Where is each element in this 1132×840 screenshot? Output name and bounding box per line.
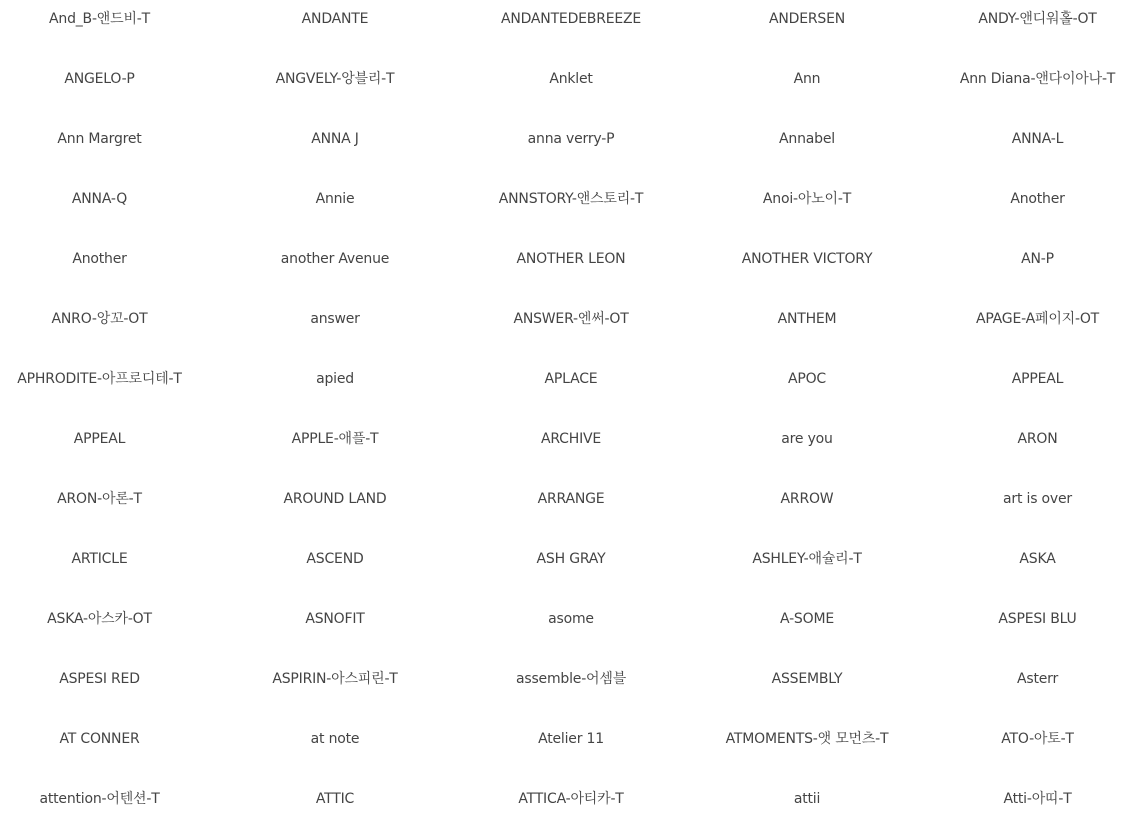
list-item: [471, 780, 671, 840]
list-item: [943, 0, 1132, 60]
list-item: [199, 180, 471, 240]
brand-link[interactable]: APPEAL: [1011, 371, 1064, 387]
brand-link[interactable]: A-SOME: [780, 611, 834, 627]
brand-link[interactable]: ASHLEY-애슐리-T: [752, 551, 862, 567]
brand-link[interactable]: ASKA: [1019, 551, 1056, 567]
brand-link[interactable]: ANDY-앤디워홀-OT: [978, 11, 1097, 27]
list-item: [671, 660, 943, 720]
brand-link[interactable]: anna verry-P: [527, 131, 615, 147]
brand-link[interactable]: asome: [548, 611, 594, 627]
list-item: [0, 780, 199, 840]
list-item: [0, 180, 199, 240]
brand-link[interactable]: ANOTHER VICTORY: [741, 251, 873, 267]
list-item: [471, 360, 671, 420]
brand-link[interactable]: ANNA-Q: [71, 191, 128, 207]
brand-link[interactable]: ATTICA-아티카-T: [518, 791, 624, 807]
brand-link[interactable]: APHRODITE-아프로디테-T: [17, 371, 182, 387]
brand-link[interactable]: ANTHEM: [777, 311, 837, 327]
brand-link[interactable]: Atelier 11: [538, 731, 604, 747]
brand-link[interactable]: answer: [310, 311, 360, 327]
list-item: [0, 360, 199, 420]
brand-link[interactable]: ANSWER-엔써-OT: [513, 311, 629, 327]
list-item: [471, 540, 671, 600]
brand-link[interactable]: ANDANTE: [301, 11, 369, 27]
list-item: [0, 660, 199, 720]
brand-link[interactable]: ARRANGE: [537, 491, 605, 507]
list-item: [0, 540, 199, 600]
brand-link[interactable]: ATTIC: [315, 791, 355, 807]
list-item: [199, 0, 471, 60]
list-item: [671, 240, 943, 300]
brand-link[interactable]: attii: [793, 791, 821, 807]
list-item: [943, 240, 1132, 300]
brand-link[interactable]: AT CONNER: [59, 731, 140, 747]
list-item: [471, 0, 671, 60]
list-item: [471, 660, 671, 720]
brand-link[interactable]: at note: [310, 731, 360, 747]
brand-link[interactable]: ANNSTORY-앤스토리-T: [498, 191, 644, 207]
list-item: [199, 540, 471, 600]
list-item: [0, 60, 199, 120]
brand-link[interactable]: ANGELO-P: [64, 71, 135, 87]
list-item: [471, 480, 671, 540]
brand-link[interactable]: Anoi-아노이-T: [762, 191, 852, 207]
list-item: [471, 420, 671, 480]
brand-link[interactable]: APPLE-애플-T: [291, 431, 379, 447]
list-item: [0, 420, 199, 480]
brand-link[interactable]: are you: [781, 431, 833, 447]
brand-link[interactable]: APPEAL: [73, 431, 126, 447]
list-item: [199, 360, 471, 420]
list-item: [199, 240, 471, 300]
brand-link[interactable]: apied: [316, 371, 354, 387]
list-item: [199, 660, 471, 720]
list-item: [471, 240, 671, 300]
list-item: [943, 780, 1132, 840]
list-item: [0, 720, 199, 780]
list-item: [943, 480, 1132, 540]
brand-link[interactable]: ANRO-앙꼬-OT: [51, 311, 148, 327]
list-item: [671, 360, 943, 420]
list-item: [671, 600, 943, 660]
brand-link[interactable]: ARON-아론-T: [57, 491, 142, 507]
list-item: [199, 480, 471, 540]
list-item: [671, 120, 943, 180]
brand-link[interactable]: ANOTHER LEON: [516, 251, 626, 267]
brand-link[interactable]: AN-P: [1021, 251, 1054, 267]
brand-link[interactable]: another Avenue: [280, 251, 390, 267]
list-item: [671, 420, 943, 480]
list-item: [671, 60, 943, 120]
list-item: [471, 300, 671, 360]
brand-link[interactable]: ASH GRAY: [536, 551, 606, 567]
brand-link[interactable]: ASPESI BLU: [998, 611, 1077, 627]
brand-link[interactable]: ANDERSEN: [768, 11, 845, 27]
brand-link[interactable]: ASKA-아스카-OT: [47, 611, 152, 627]
brand-link[interactable]: Ann Diana-앤다이아나-T: [959, 71, 1116, 87]
list-item: [199, 60, 471, 120]
brand-link[interactable]: AROUND LAND: [283, 491, 387, 507]
brand-link[interactable]: APOC: [787, 371, 826, 387]
list-item: [0, 480, 199, 540]
brand-link[interactable]: Asterr: [1016, 671, 1059, 687]
brand-link[interactable]: ARTICLE: [71, 551, 128, 567]
list-item: [943, 360, 1132, 420]
brand-link[interactable]: ANNA-L: [1011, 131, 1064, 147]
brand-link[interactable]: ASNOFIT: [305, 611, 365, 627]
list-item: [671, 480, 943, 540]
list-item: [671, 540, 943, 600]
list-item: [943, 420, 1132, 480]
brand-link[interactable]: ASCEND: [306, 551, 364, 567]
brand-link[interactable]: Atti-아띠-T: [1003, 791, 1072, 807]
list-item: [0, 0, 199, 60]
brand-link[interactable]: Ann: [793, 71, 821, 87]
list-item: [943, 300, 1132, 360]
list-item: [199, 600, 471, 660]
brand-link[interactable]: assemble-어셈블: [515, 671, 627, 687]
list-item: [471, 180, 671, 240]
brand-link[interactable]: ARCHIVE: [540, 431, 602, 447]
brand-link[interactable]: attention-어텐션-T: [39, 791, 160, 807]
list-item: [943, 180, 1132, 240]
brand-link[interactable]: APLACE: [544, 371, 598, 387]
list-item: [0, 240, 199, 300]
brand-link[interactable]: art is over: [1003, 491, 1072, 507]
list-item: [943, 660, 1132, 720]
list-item: [0, 120, 199, 180]
list-item: [943, 120, 1132, 180]
list-item: [471, 120, 671, 180]
brand-link[interactable]: ASSEMBLY: [771, 671, 843, 687]
brand-link[interactable]: Annie: [315, 191, 355, 207]
brand-link[interactable]: APAGE-A페이지-OT: [975, 311, 1100, 327]
list-item: [943, 720, 1132, 780]
brand-link[interactable]: Ann Margret: [57, 131, 142, 147]
list-item: [671, 720, 943, 780]
list-item: [199, 780, 471, 840]
brand-link[interactable]: ATMOMENTS-앳 모먼츠-T: [725, 731, 889, 747]
brand-link[interactable]: ANNA J: [311, 131, 359, 147]
brand-link[interactable]: ATO-아토-T: [1001, 731, 1074, 747]
list-item: [943, 60, 1132, 120]
list-item: [199, 720, 471, 780]
list-item: [943, 600, 1132, 660]
list-item: [199, 120, 471, 180]
brand-link[interactable]: Annabel: [779, 131, 835, 147]
list-item: [471, 600, 671, 660]
brand-link[interactable]: ANDANTEDEBREEZE: [500, 11, 642, 27]
brand-link[interactable]: Another: [1010, 191, 1065, 207]
list-item: [199, 300, 471, 360]
brand-link[interactable]: And_B-앤드비-T: [49, 11, 150, 27]
list-item: [671, 180, 943, 240]
list-item: [671, 300, 943, 360]
list-item: [199, 420, 471, 480]
brand-link[interactable]: Another: [72, 251, 127, 267]
brand-link[interactable]: Anklet: [549, 71, 593, 87]
list-item: [471, 60, 671, 120]
list-item: [0, 300, 199, 360]
brand-link[interactable]: ASPIRIN-아스피린-T: [272, 671, 398, 687]
list-item: [0, 600, 199, 660]
brand-link[interactable]: ARON: [1017, 431, 1058, 447]
list-item: [471, 720, 671, 780]
brand-link[interactable]: ARROW: [780, 491, 834, 507]
list-item: [671, 780, 943, 840]
brand-link[interactable]: ASPESI RED: [59, 671, 140, 687]
list-item: [671, 0, 943, 60]
brand-link[interactable]: ANGVELY-앙블리-T: [275, 71, 395, 87]
list-item: [943, 540, 1132, 600]
